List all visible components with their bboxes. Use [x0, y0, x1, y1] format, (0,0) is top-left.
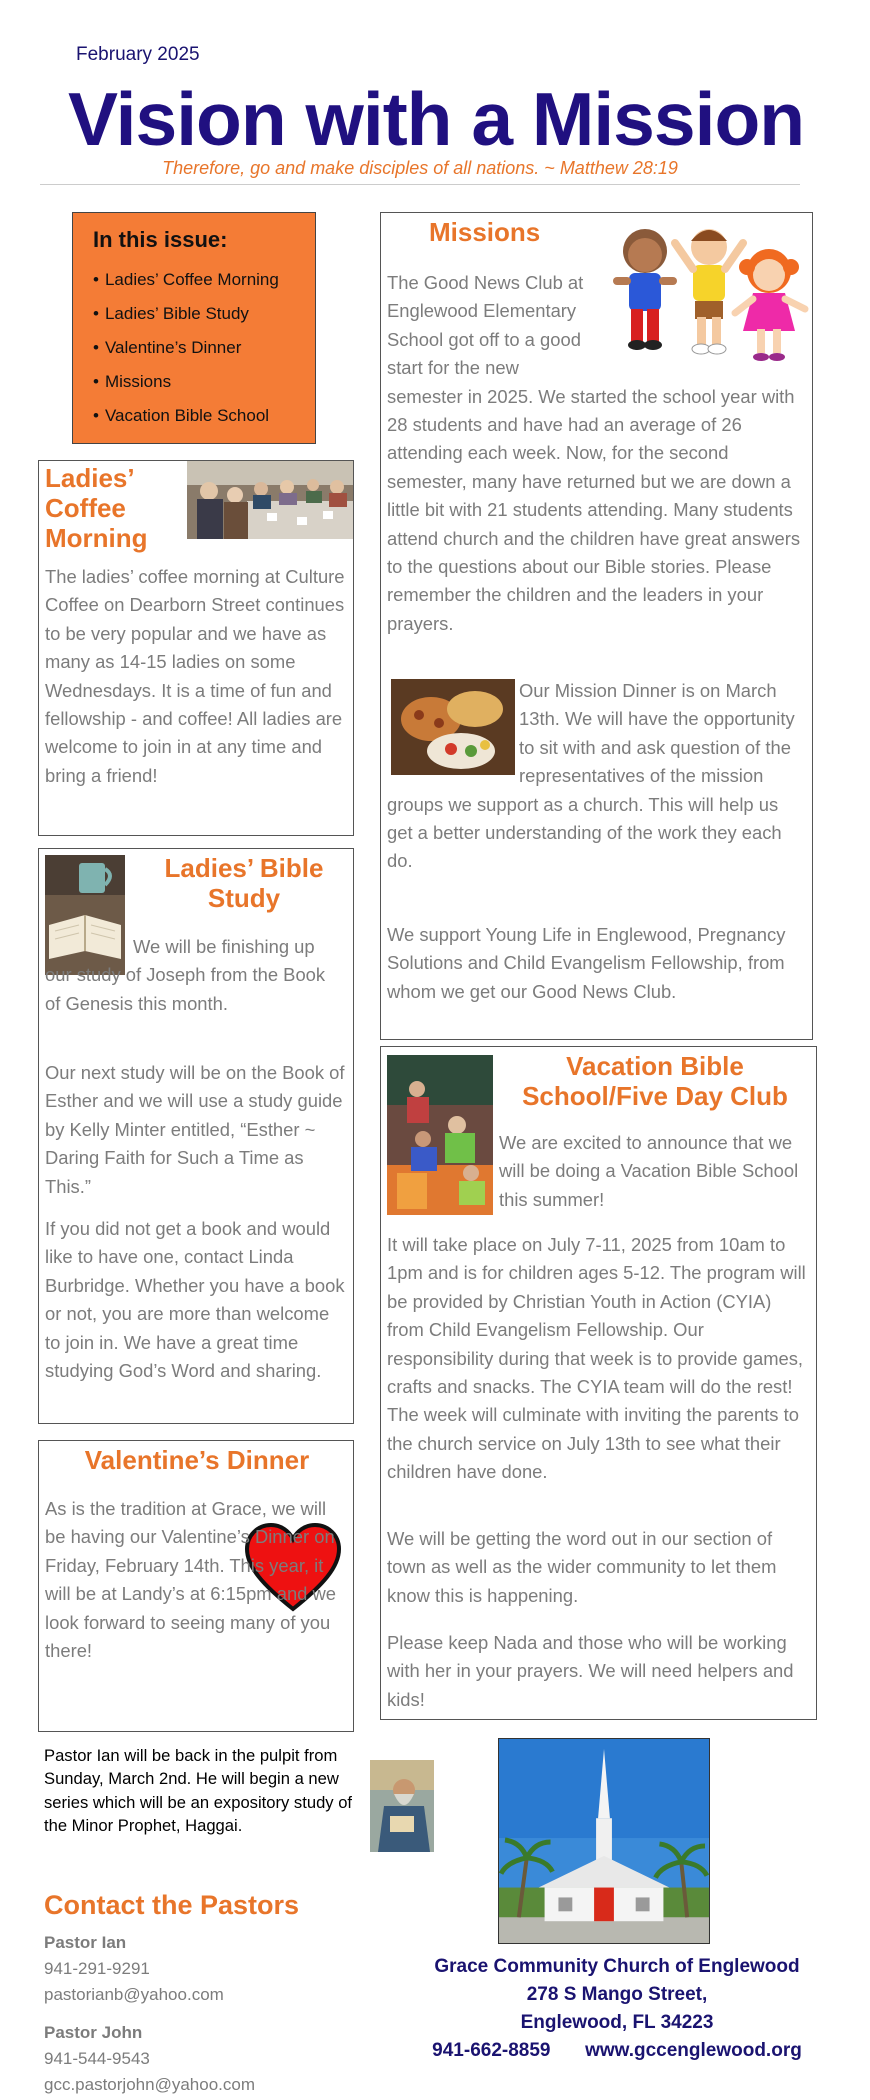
- coffee-group-photo: [187, 461, 353, 539]
- vbs-children-photo: [387, 1055, 493, 1215]
- in-this-issue-box: [72, 212, 316, 444]
- bible-study-paragraph: Our next study will be on the Book of Esther and we will use a study guide by Kelly Minter entitled, “Esther ~ Daring Faith for Such a Time as This.”: [45, 1062, 345, 1197]
- newsletter-title: Vision with a Mission: [68, 77, 805, 161]
- vbs-paragraph: We will be getting the word out in our section of town as well as the wider community to let them know this is happening.: [387, 1528, 777, 1606]
- heading-line: Coffee: [45, 493, 126, 523]
- church-city: Englewood, FL 34223: [520, 2012, 714, 2033]
- pastor-name: Pastor John: [44, 2023, 143, 2042]
- pastor-email-link[interactable]: gcc.pastorjohn@yahoo.com: [44, 2075, 255, 2094]
- heading-line: Ladies’ Bible: [164, 853, 324, 883]
- issue-item: • Missions: [93, 365, 299, 399]
- valentine-heading: Valentine’s Dinner: [84, 1445, 310, 1475]
- church-phone: 941-662-8859: [432, 2040, 551, 2061]
- missions-paragraph: The Good News Club at Englewood Elementary School got off to a good start for the new semester in 2025. We started the school year with 28 students and have had an average of 26 attending each week. Now, for the second semester, many have returned but we are down a little bit with 21 students attending. Many students attend church and the children have great answers to the questions about our Bible stories. Please remember the children and the leaders in your prayers.: [387, 272, 801, 634]
- bible-study-paragraph: If you did not get a book and would like to have one, contact Linda Burbridge. Whether you have a book or not, you are more than welcome to join in. We have a great time studying God’s Word and sharing.: [45, 1218, 345, 1382]
- vbs-heading: [499, 1051, 811, 1111]
- heading-line: Study: [207, 883, 281, 913]
- missions-heading: Missions: [429, 217, 541, 247]
- in-this-issue-list: [89, 263, 299, 433]
- heading-line: Vacation Bible: [566, 1051, 744, 1081]
- bible-study-paragraph: We will be finishing up our study of Joseph from the Book of Genesis this month.: [45, 936, 326, 1014]
- contact-pastors-heading: Contact the Pastors: [44, 1890, 300, 1920]
- bible-study-section: [38, 848, 354, 1424]
- issue-item: • Ladies’ Bible Study: [93, 297, 299, 331]
- missions-paragraph: Our Mission Dinner is on March 13th. We will have the opportunity to sit with and ask question of the representatives of the mission groups we support as a church. This will help us get a better understanding of the work they each do.: [387, 680, 795, 872]
- issue-item: • Valentine’s Dinner: [93, 331, 299, 365]
- issue-item: • Ladies’ Coffee Morning: [93, 263, 299, 297]
- valentine-section: [38, 1440, 354, 1732]
- vbs-paragraph: It will take place on July 7-11, 2025 from 10am to 1pm and is for children ages 5-12. The program will be provided by Christian Youth in Action (CYIA) from Child Evangelism Fellowship. Our responsibility during that week is to provide games, crafts and snacks. The CYIA team will do the rest! The week will culminate with inviting the parents to the church service on July 13th to see what their children have done.: [387, 1234, 806, 1483]
- pastor-contact-block: [44, 1930, 344, 2008]
- church-name: Grace Community Church of Englewood: [434, 1956, 800, 1977]
- missions-section: [380, 212, 813, 1040]
- pastor-phone: 941-544-9543: [44, 2049, 150, 2068]
- header-verse: Therefore, go and make disciples of all nations. ~ Matthew 28:19: [162, 158, 678, 178]
- in-this-issue-heading: In this issue:: [93, 227, 228, 252]
- coffee-morning-heading: [45, 463, 148, 553]
- heading-line: Ladies’: [45, 463, 135, 493]
- church-building-photo: [498, 1738, 710, 1944]
- valentine-body: As is the tradition at Grace, we will be having our Valentine’s Dinner on Friday, February 14th. This year, it will be at Landy’s at 6:15pm and we look forward to seeing many of you there!: [45, 1498, 337, 1662]
- pastor-contact-block: [44, 2020, 344, 2098]
- pastor-name: Pastor Ian: [44, 1933, 127, 1952]
- heading-line: Morning: [45, 523, 148, 553]
- coffee-morning-body: The ladies’ coffee morning at Culture Coffee on Dearborn Street continues to be very popular and we have as many as 14-15 ladies on some Wednesdays. It is a time of fun and fellowship - and coffee! All ladies are welcome to join in at any time and bring a friend!: [45, 566, 345, 786]
- missions-paragraph: We support Young Life in Englewood, Pregnancy Solutions and Child Evangelism Fellowship, from whom we get our Good News Club.: [387, 924, 786, 1002]
- issue-item: • Vacation Bible School: [93, 399, 299, 433]
- heading-line: School/Five Day Club: [522, 1081, 788, 1111]
- vbs-paragraph: Please keep Nada and those who will be working with her in your prayers. We will need helpers and kids!: [387, 1632, 794, 1710]
- vbs-section: [380, 1046, 817, 1720]
- pastor-email-link[interactable]: pastorianb@yahoo.com: [44, 1985, 224, 2004]
- church-phone-web: [382, 2038, 852, 2064]
- church-street: 278 S Mango Street,: [526, 1984, 708, 2005]
- vbs-paragraph: We are excited to announce that we will be doing a Vacation Bible School this summer!: [499, 1132, 799, 1210]
- pastor-phone: 941-291-9291: [44, 1959, 150, 1978]
- church-website-link[interactable]: www.gccenglewood.org: [585, 2040, 802, 2061]
- issue-date: February 2025: [76, 44, 200, 65]
- prophet-haggai-illustration: [370, 1760, 434, 1852]
- pastor-return-note: Pastor Ian will be back in the pulpit from Sunday, March 2nd. He will begin a new series which will be an expository study of the Minor Prophet, Haggai.: [44, 1746, 353, 1836]
- header-divider: [40, 184, 800, 185]
- bible-study-heading: [139, 853, 349, 913]
- coffee-morning-section: [38, 460, 354, 836]
